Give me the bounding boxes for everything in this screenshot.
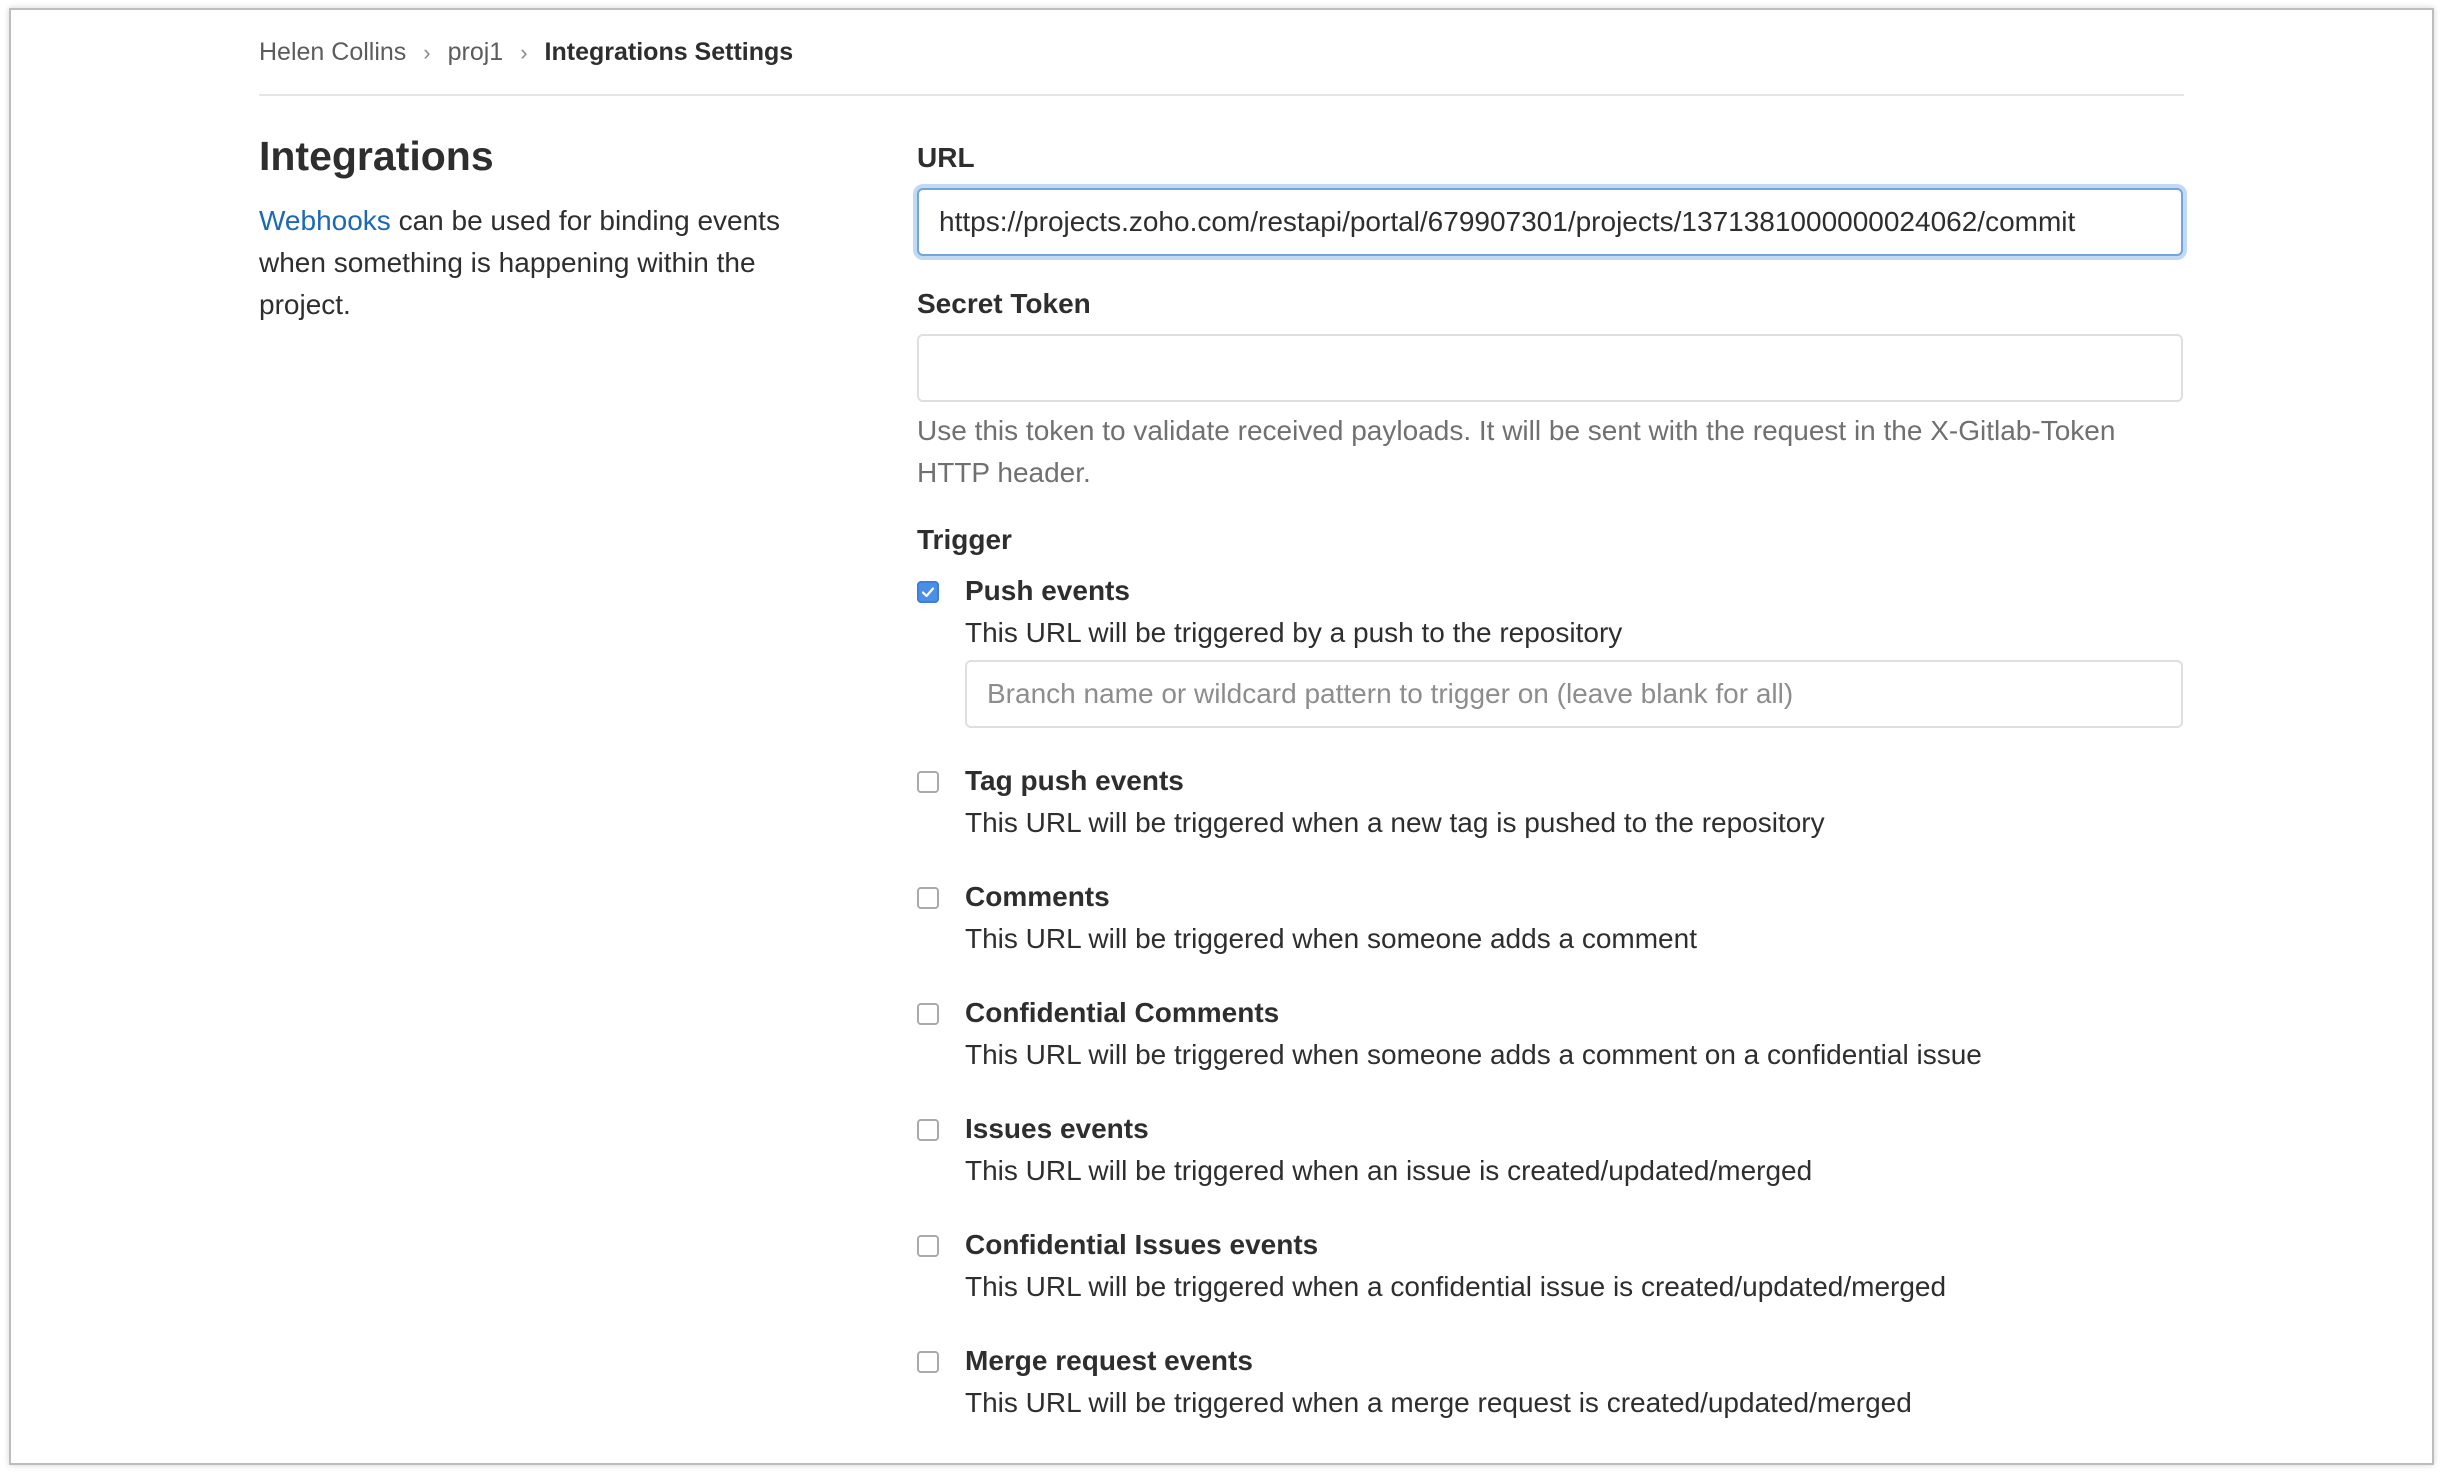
trigger-label: Trigger — [917, 524, 1012, 555]
trigger-description: This URL will be triggered when a new tag is pushed to the repository — [965, 807, 1825, 838]
trigger-item — [917, 992, 2183, 1076]
breadcrumb-user-link[interactable]: Helen Collins — [259, 38, 407, 66]
trigger-description: This URL will be triggered when a confidential issue is created/updated/merged — [965, 1271, 1947, 1302]
branch-filter-input[interactable] — [965, 660, 2183, 728]
check-icon — [920, 584, 936, 600]
webhooks-link[interactable]: Webhooks — [259, 205, 391, 236]
trigger-label[interactable]: Merge request events — [965, 1345, 1253, 1376]
webhook-form — [917, 138, 2183, 1424]
intro-description-text: can be used for binding events when something is happening within the project. — [259, 205, 780, 320]
integrations-intro — [259, 130, 819, 326]
trigger-checkbox[interactable] — [917, 581, 939, 603]
trigger-label[interactable]: Confidential Comments — [965, 997, 1280, 1028]
browser-frame — [9, 8, 2434, 1465]
trigger-item — [917, 570, 2183, 728]
trigger-checkbox[interactable] — [917, 1003, 939, 1025]
breadcrumb-project-link[interactable]: proj1 — [447, 38, 504, 66]
trigger-description: This URL will be triggered when an issue is created/updated/merged — [965, 1155, 1813, 1186]
secret-token-help: Use this token to validate received payloads. It will be sent with the request in the X-Gitlab-Token HTTP header. — [917, 415, 2116, 488]
trigger-description: This URL will be triggered when someone adds a comment on a confidential issue — [965, 1039, 1982, 1070]
trigger-item — [917, 1340, 2183, 1424]
trigger-description: This URL will be triggered when someone adds a comment — [965, 923, 1697, 954]
trigger-item — [917, 760, 2183, 844]
trigger-item — [917, 1224, 2183, 1308]
url-label: URL — [917, 142, 975, 173]
trigger-label[interactable]: Issues events — [965, 1113, 1149, 1144]
trigger-item — [917, 1108, 2183, 1192]
header-divider — [259, 94, 2184, 96]
trigger-description: This URL will be triggered when a merge request is created/updated/merged — [965, 1387, 1912, 1418]
chevron-right-icon: › — [520, 39, 528, 65]
trigger-label[interactable]: Comments — [965, 881, 1110, 912]
trigger-checkbox[interactable] — [917, 1119, 939, 1141]
breadcrumb — [259, 38, 793, 67]
intro-description — [259, 200, 819, 326]
trigger-label[interactable]: Push events — [965, 575, 1130, 606]
trigger-description: This URL will be triggered by a push to the repository — [965, 617, 1623, 648]
trigger-list — [917, 570, 2183, 1424]
trigger-label[interactable]: Tag push events — [965, 765, 1184, 796]
trigger-checkbox[interactable] — [917, 887, 939, 909]
chevron-right-icon: › — [423, 39, 431, 65]
trigger-item — [917, 876, 2183, 960]
secret-token-label: Secret Token — [917, 288, 1091, 319]
breadcrumb-current: Integrations Settings — [544, 38, 794, 66]
trigger-checkbox[interactable] — [917, 1351, 939, 1373]
trigger-label[interactable]: Confidential Issues events — [965, 1229, 1319, 1260]
trigger-checkbox[interactable] — [917, 771, 939, 793]
page-title: Integrations — [259, 133, 494, 179]
url-input[interactable] — [917, 188, 2183, 256]
trigger-checkbox[interactable] — [917, 1235, 939, 1257]
secret-token-input[interactable] — [917, 334, 2183, 402]
